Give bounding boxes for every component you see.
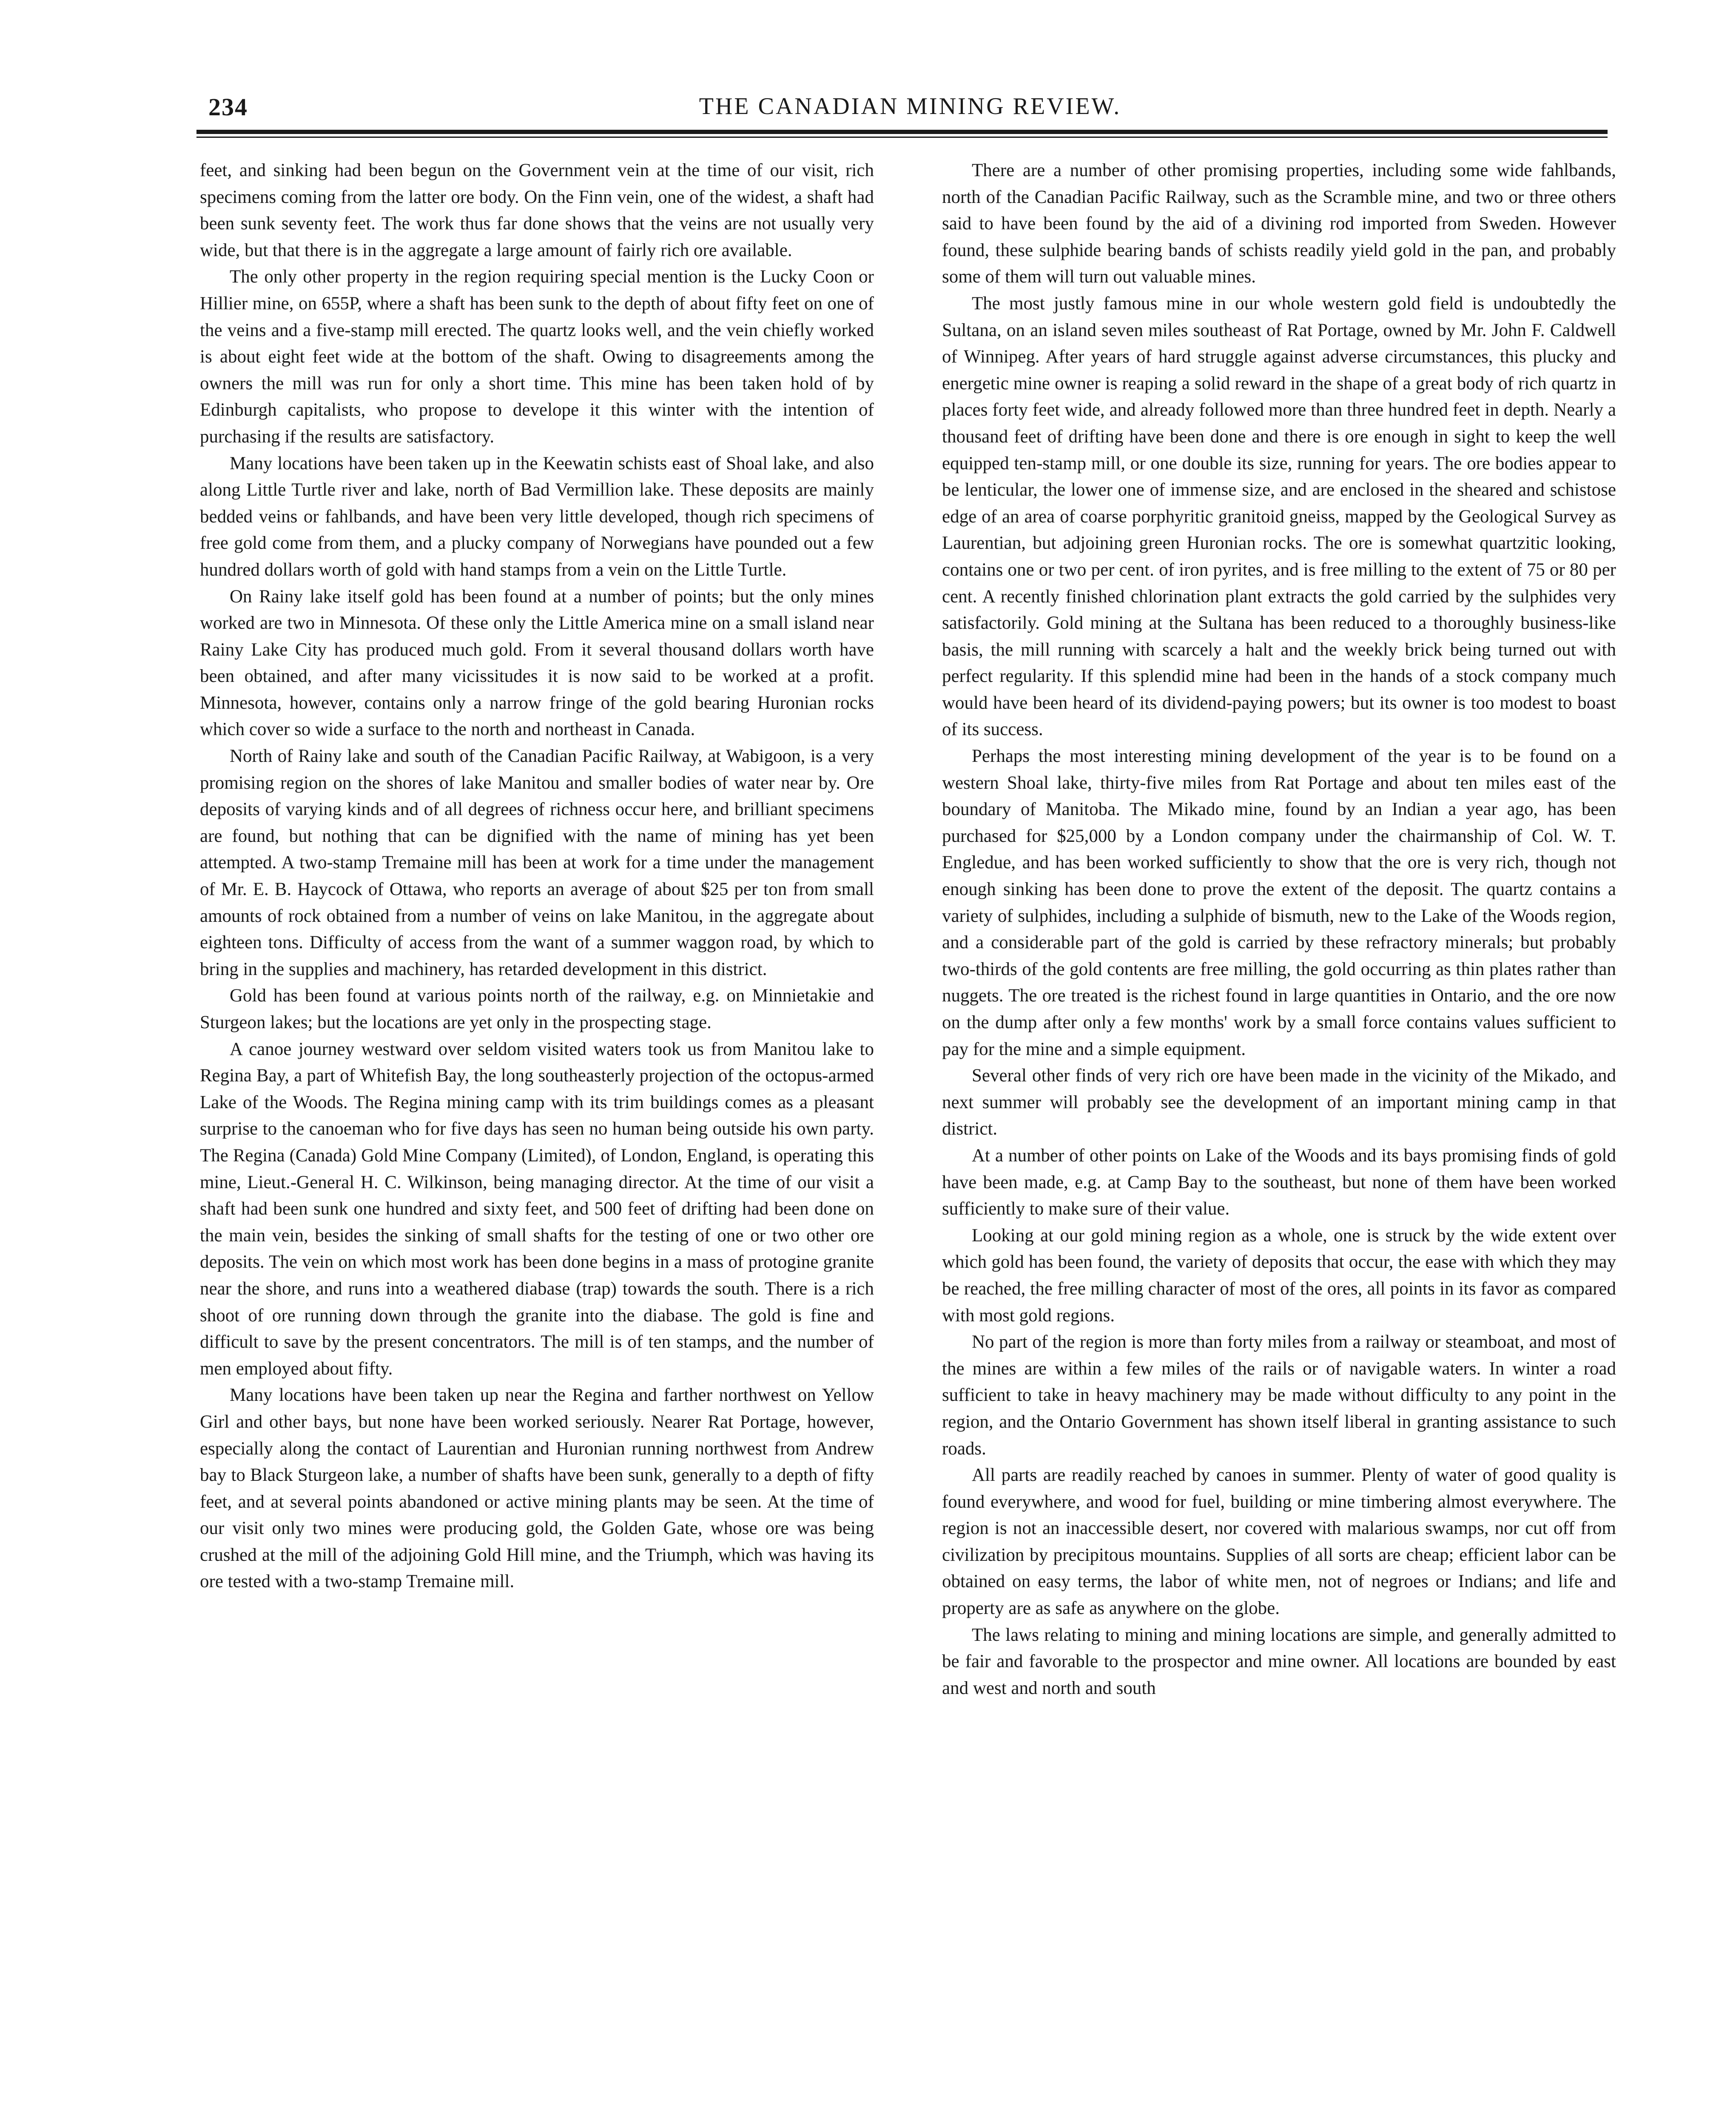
paragraph: Perhaps the most interesting mining development of the year is to be found on a western Shoal lake, thirty-five miles from Rat Portage and about ten miles east of the boundary of Manitoba. The Mikado mine, found by an Indian a year ago, has been purchased for $25,000 by a London company under the chairmanship of Col. W. T. Engledue, and has been worked sufficiently to show that the ore is very rich, though not enough sinking has been done to prove the extent of the deposit. The quartz contains a variety of sulphides, including a sulphide of bismuth, new to the Lake of the Woods region, and a considerable part of the gold is carried by these refractory minerals; but probably two-thirds of the gold contents are free milling, the gold occurring as thin plates rather than nuggets. The ore treated is the richest found in large quantities in Ontario, and the ore now on the dump after only a few months' work by a small force contains values sufficient to pay for the mine and a simple equipment. [942,746,1616,1059]
journal-title: THE CANADIAN MINING REVIEW. [699,93,1121,120]
paragraph: Several other finds of very rich ore have been made in the vicinity of the Mikado, and next summer will probably see the development of an important mining camp in that district. [942,1066,1616,1139]
paragraph: The only other property in the region requiring special mention is the Lucky Coon or Hillier mine, on 655P, where a shaft has been sunk to the depth of about fifty feet on one of the veins and a five-stamp mill erected. The quartz looks well, and the vein chiefly worked is about eight feet wide at the bottom of the shaft. Owing to disagreements among the owners the mill was run for only a short time. This mine has been taken hold of by Edinburgh capitalists, who propose to develope it this winter with the intention of purchasing if the results are satisfactory. [200,267,874,447]
header-rule-thick [196,130,1608,134]
page-number: 234 [208,93,248,121]
paragraph: Looking at our gold mining region as a whole, one is struck by the wide extent over which gold has been found, the variety of deposits that occur, the ease with which they may be reached, the free milling character of most of the ores, all points in its favor as compared with most gold regions. [942,1225,1616,1326]
paragraph: There are a number of other promising properties, including some wide fahlbands, north of the Canadian Pacific Railway, such as the Scramble mine, and two or three others said to have been found by the aid of a divining rod imported from Sweden. However found, these sulphide bearing bands of schists readily yield gold in the pan, and probably some of them will turn out valuable mines. [942,160,1616,287]
paragraph: A canoe journey westward over seldom visited waters took us from Manitou lake to Regina Bay, a part of Whitefish Bay, the long southeasterly projection of the octopus-armed Lake of the Woods. The Regina mining camp with its trim buildings comes as a pleasant surprise to the canoeman who for five days has seen no human being outside his own party. The Regina (Canada) Gold Mine Company (Limited), of London, England, is operating this mine, Lieut.-General H. C. Wilkinson, being managing director. At the time of our visit a shaft had been sunk one hundred and sixty feet, and 500 feet of drifting had been done on the main vein, besides the sinking of small shafts for the testing of one or two other ore deposits. The vein on which most work has been done begins in a mass of protogine granite near the shore, and runs into a weathered diabase (trap) towards the south. There is a rich shoot of ore running down through the granite into the diabase. The gold is fine and difficult to save by the present concentrators. The mill is of ten stamps, and the number of men employed about fifty. [200,1039,874,1379]
running-head [208,93,1612,131]
paragraph: No part of the region is more than forty miles from a railway or steamboat, and most of the mines are within a few miles of the rails or of navigable waters. In winter a road sufficient to take in heavy machinery may be made without difficulty to any point in the region, and the Ontario Government has shown itself liberal in granting assistance to such roads. [942,1332,1616,1459]
left-column [200,157,874,2063]
paragraph: The laws relating to mining and mining locations are simple, and generally admitted to be fair and favorable to the prospector and mine owner. All locations are bounded by east and west and north and south [942,1625,1616,1698]
paragraph: At a number of other points on Lake of the Woods and its bays promising finds of gold have been made, e.g. at Camp Bay to the southeast, but none of them have been worked sufficiently to make sure of their value. [942,1145,1616,1219]
paragraph: Many locations have been taken up near the Regina and farther northwest on Yellow Girl and other bays, but none have been worked seriously. Nearer Rat Portage, however, especially along the contact of Laurentian and Huronian running northwest from Andrew bay to Black Sturgeon lake, a number of shafts have been sunk, generally to a depth of fifty feet, and at several points abandoned or active mining plants may be seen. At the time of our visit only two mines were producing gold, the Golden Gate, whose ore was being crushed at the mill of the adjoining Gold Hill mine, and the Triumph, which was having its ore tested with a two-stamp Tremaine mill. [200,1385,874,1592]
paragraph: Gold has been found at various points north of the railway, e.g. on Minnietakie and Sturgeon lakes; but the locations are yet only in the prospecting stage. [200,986,874,1032]
paragraph: On Rainy lake itself gold has been found at a number of points; but the only mines worked are two in Minnesota. Of these only the Little America mine on a small island near Rainy Lake City has produced much gold. From it several thousand dollars worth have been obtained, and after many vicissitudes it is now said to be worked at a profit. Minnesota, however, contains only a narrow fringe of the gold bearing Huronian rocks which cover so wide a surface to the north and northeast in Canada. [200,586,874,740]
header-rule-thin [196,137,1608,138]
paragraph: All parts are readily reached by canoes in summer. Plenty of water of good quality is found everywhere, and wood for fuel, building or mine timbering almost everywhere. The region is not an inaccessible desert, nor covered with malarious swamps, nor cut off from civilization by precipitous mountains. Supplies of all sorts are cheap; efficient labor can be obtained on easy terms, the labor of white men, not of negroes or Indians; and life and property are as safe as anywhere on the globe. [942,1465,1616,1619]
paragraph: North of Rainy lake and south of the Canadian Pacific Railway, at Wabigoon, is a very promising region on the shores of lake Manitou and smaller bodies of water near by. Ore deposits of varying kinds and of all degrees of richness occur here, and brilliant specimens are found, but nothing that can be dignified with the name of mining has yet been attempted. A two-stamp Tremaine mill has been at work for a time under the management of Mr. E. B. Haycock of Ottawa, who reports an average of about $25 per ton from small amounts of rock obtained from a number of veins on lake Manitou, in the aggregate about eighteen tons. Difficulty of access from the want of a summer waggon road, by which to bring in the supplies and machinery, has retarded development in this district. [200,746,874,979]
paragraph: Many locations have been taken up in the Keewatin schists east of Shoal lake, and also along Little Turtle river and lake, north of Bad Vermillion lake. These deposits are mainly bedded veins or fahlbands, and have been very little developed, though rich specimens of free gold come from them, and a plucky company of Norwegians have pounded out a few hundred dollars worth of gold with hand stamps from a vein on the Little Turtle. [200,453,874,580]
paragraph: The most justly famous mine in our whole western gold field is undoubtedly the Sultana, on an island seven miles southeast of Rat Portage, owned by Mr. John F. Caldwell of Winnipeg. After years of hard struggle against adverse circumstances, this plucky and energetic mine owner is reaping a solid reward in the shape of a great body of rich quartz in places forty feet wide, and already followed more than three hundred feet in depth. Nearly a thousand feet of drifting have been done and there is ore enough in sight to keep the well equipped ten-stamp mill, or one double its size, running for years. The ore bodies appear to be lenticular, the lower one of immense size, and are enclosed in the sheared and schistose edge of an area of coarse porphyritic granitoid gneiss, mapped by the Geological Survey as Laurentian, but adjoining green Huronian rocks. The ore is somewhat quartzitic looking, contains one or two per cent. of iron pyrites, and is free milling to the extent of 75 or 80 per cent. A recently finished chlorination plant extracts the gold carried by the sulphides very satisfactorily. Gold mining at the Sultana has been reduced to a thoroughly business-like basis, the mill running with scarcely a halt and the weekly brick being turned out with perfect regularity. If this splendid mine had been in the hands of a stock company much would have been heard of its dividend-paying powers; but its owner is too modest to boast of its success. [942,293,1616,740]
paragraph: feet, and sinking had been begun on the Government vein at the time of our visit, rich specimens coming from the latter ore body. On the Finn vein, one of the widest, a shaft had been sunk seventy feet. The work thus far done shows that the veins are not usually very wide, but that there is in the aggregate a large amount of fairly rich ore available. [200,160,874,260]
right-column [942,157,1616,2063]
